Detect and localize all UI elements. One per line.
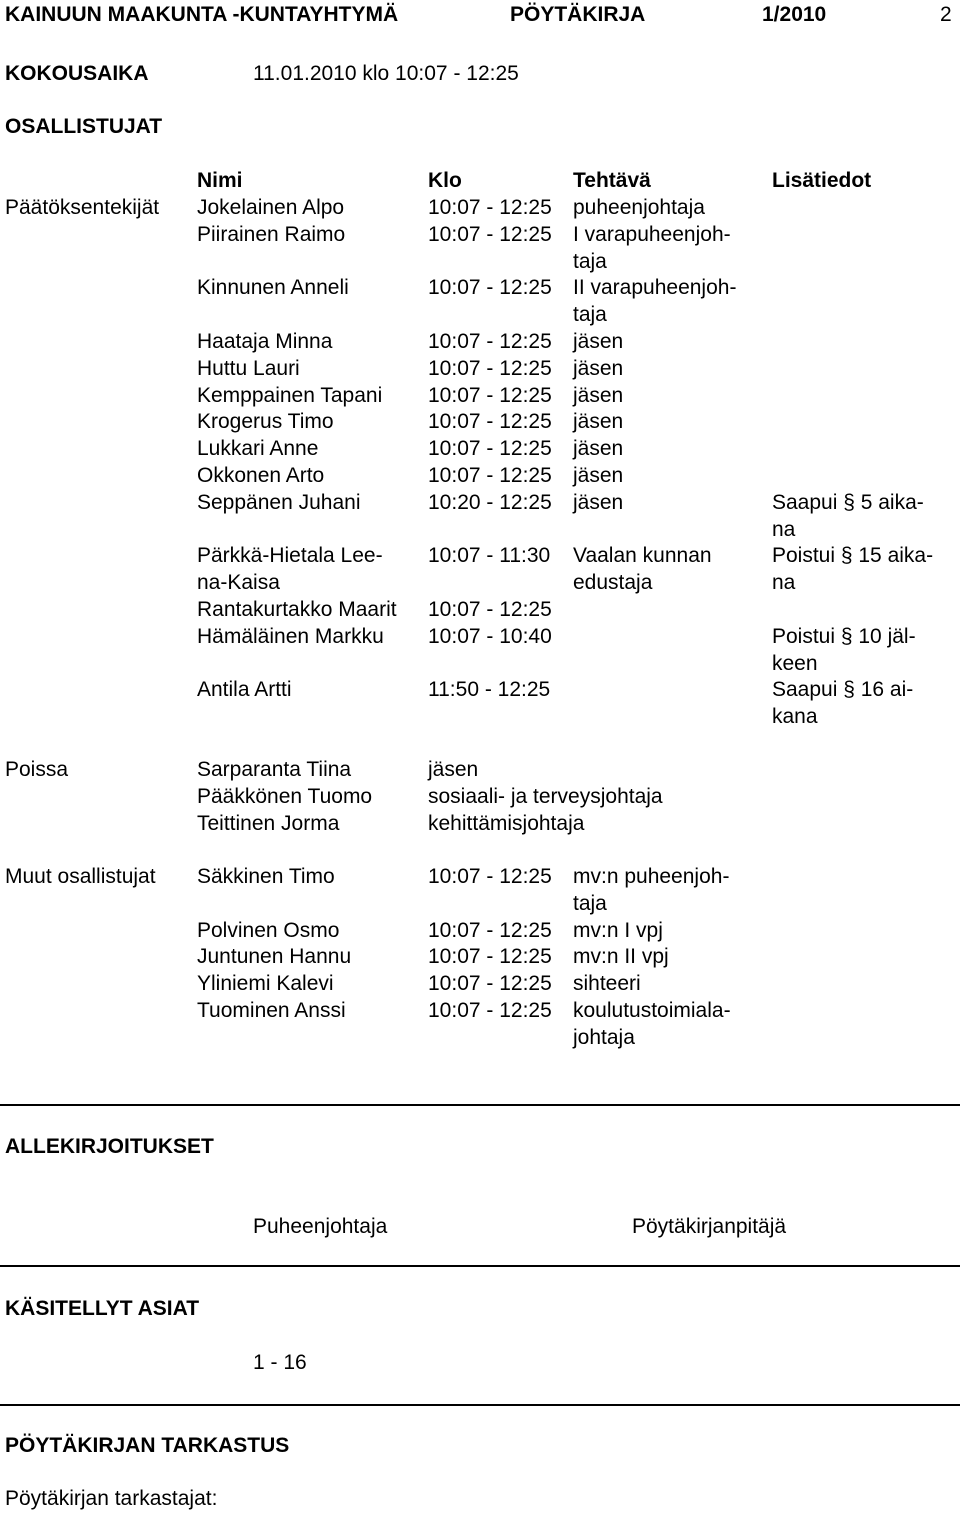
participant-role: jäsen xyxy=(573,410,624,434)
participant-role: jäsen xyxy=(573,383,624,407)
participant-time: 10:07 - 12:25 xyxy=(428,383,552,407)
participant-time: 10:07 - 12:25 xyxy=(428,356,552,380)
items-range: 1 - 16 xyxy=(253,1351,307,1374)
participant-time: 11:50 - 12:25 xyxy=(428,678,551,702)
participant-name: Polvinen Osmo xyxy=(197,918,340,942)
group-label-decision-makers: Päätöksentekijät xyxy=(5,196,160,219)
participant-name: Jokelainen Alpo xyxy=(197,196,345,219)
participant-name: Antila Artti xyxy=(197,678,292,702)
participant-role: jäsen xyxy=(573,437,624,461)
participant-time: 10:07 - 12:25 xyxy=(428,918,552,942)
participant-name: Pärkkä-Hietala Lee- na-Kaisa xyxy=(197,544,383,595)
column-header-time: Klo xyxy=(428,169,462,192)
participant-time: 10:07 - 12:25 xyxy=(428,437,552,461)
participant-name: Haataja Minna xyxy=(197,330,333,353)
participant-role: koulutustoimiala- johtaja xyxy=(573,999,731,1049)
participant-role: jäsen xyxy=(573,464,624,487)
participant-role: mv:n puheenjoh- taja xyxy=(573,865,730,915)
participant-name: Lukkari Anne xyxy=(197,437,319,461)
section-divider xyxy=(0,1404,960,1406)
participant-name: Pääkkönen Tuomo xyxy=(197,784,373,808)
participant-time: 10:07 - 12:25 xyxy=(428,464,552,487)
participant-time: sosiaali- ja terveysjohtaja xyxy=(428,784,663,808)
participant-note: Saapui § 16 ai- kana xyxy=(772,678,914,729)
participant-name: Rantakurtakko Maarit xyxy=(197,598,397,621)
participant-name: Okkonen Arto xyxy=(197,464,325,487)
section-divider xyxy=(0,1104,960,1106)
signature-chair-label: Puheenjohtaja xyxy=(253,1215,388,1238)
participant-time: 10:07 - 12:25 xyxy=(428,222,552,246)
participant-role: I varapuheenjoh- taja xyxy=(573,222,731,273)
participant-name: Piirainen Raimo xyxy=(197,222,346,246)
group-label-other-participants: Muut osallistujat xyxy=(5,865,156,888)
participant-name: Juntunen Hannu xyxy=(197,945,352,969)
participant-role: Vaalan kunnan edustaja xyxy=(573,544,712,595)
page-number: 2 xyxy=(940,3,952,26)
group-label-absent: Poissa xyxy=(5,758,69,781)
participant-note: Poistui § 10 jäl- keen xyxy=(772,624,916,675)
participant-name: Sarparanta Tiina xyxy=(197,758,352,781)
reviewers-label: Pöytäkirjan tarkastajat: xyxy=(5,1487,218,1510)
column-header-role: Tehtävä xyxy=(573,169,651,192)
participant-role: II varapuheenjoh- taja xyxy=(573,276,737,327)
doc-type: PÖYTÄKIRJA xyxy=(510,3,646,26)
participant-name: Huttu Lauri xyxy=(197,356,300,380)
participant-role: jäsen xyxy=(573,490,624,514)
participant-name: Kemppainen Tapani xyxy=(197,383,383,407)
participant-role: jäsen xyxy=(573,356,624,380)
meeting-time-label: KOKOUSAIKA xyxy=(5,62,149,85)
participant-time: 10:07 - 12:25 xyxy=(428,598,552,621)
participant-role: mv:n II vpj xyxy=(573,945,669,969)
participant-name: Teittinen Jorma xyxy=(197,811,340,835)
items-title: KÄSITELLYT ASIAT xyxy=(5,1297,200,1320)
participant-name: Krogerus Timo xyxy=(197,410,334,434)
column-header-name: Nimi xyxy=(197,169,243,192)
doc-number: 1/2010 xyxy=(762,3,827,26)
section-divider xyxy=(0,1265,960,1267)
participant-time: 10:20 - 12:25 xyxy=(428,490,552,514)
participant-role: puheenjohtaja xyxy=(573,196,705,219)
participant-name: Seppänen Juhani xyxy=(197,490,361,514)
participant-time: 10:07 - 12:25 xyxy=(428,972,552,996)
participant-name: Säkkinen Timo xyxy=(197,865,335,888)
participant-time: 10:07 - 12:25 xyxy=(428,330,552,353)
participant-name: Tuominen Anssi xyxy=(197,999,346,1022)
participant-note: Saapui § 5 aika- na xyxy=(772,490,924,541)
signature-secretary-label: Pöytäkirjanpitäjä xyxy=(632,1215,787,1238)
participant-time: 10:07 - 10:40 xyxy=(428,624,552,648)
participant-note: Poistui § 15 aika- na xyxy=(772,544,934,595)
participant-time: jäsen xyxy=(428,758,479,781)
participant-time: 10:07 - 12:25 xyxy=(428,410,552,434)
participant-time: 10:07 - 12:25 xyxy=(428,276,552,300)
participant-name: Kinnunen Anneli xyxy=(197,276,349,300)
participant-role: jäsen xyxy=(573,330,624,353)
review-title: PÖYTÄKIRJAN TARKASTUS xyxy=(5,1434,290,1457)
participant-time: 10:07 - 12:25 xyxy=(428,196,552,219)
participant-time: 10:07 - 11:30 xyxy=(428,544,551,568)
participant-time: 10:07 - 12:25 xyxy=(428,999,552,1022)
participant-role: mv:n I vpj xyxy=(573,918,663,942)
participant-name: Yliniemi Kalevi xyxy=(197,972,334,996)
participants-title: OSALLISTUJAT xyxy=(5,115,163,138)
column-header-notes: Lisätiedot xyxy=(772,169,872,192)
participant-time: 10:07 - 12:25 xyxy=(428,865,552,888)
participant-time: kehittämisjohtaja xyxy=(428,811,585,835)
meeting-time-value: 11.01.2010 klo 10:07 - 12:25 xyxy=(253,62,519,85)
participant-time: 10:07 - 12:25 xyxy=(428,945,552,969)
org-name: KAINUUN MAAKUNTA -KUNTAYHTYMÄ xyxy=(5,3,399,26)
participant-role: sihteeri xyxy=(573,972,641,996)
signatures-title: ALLEKIRJOITUKSET xyxy=(5,1135,214,1158)
participant-name: Hämäläinen Markku xyxy=(197,624,384,648)
